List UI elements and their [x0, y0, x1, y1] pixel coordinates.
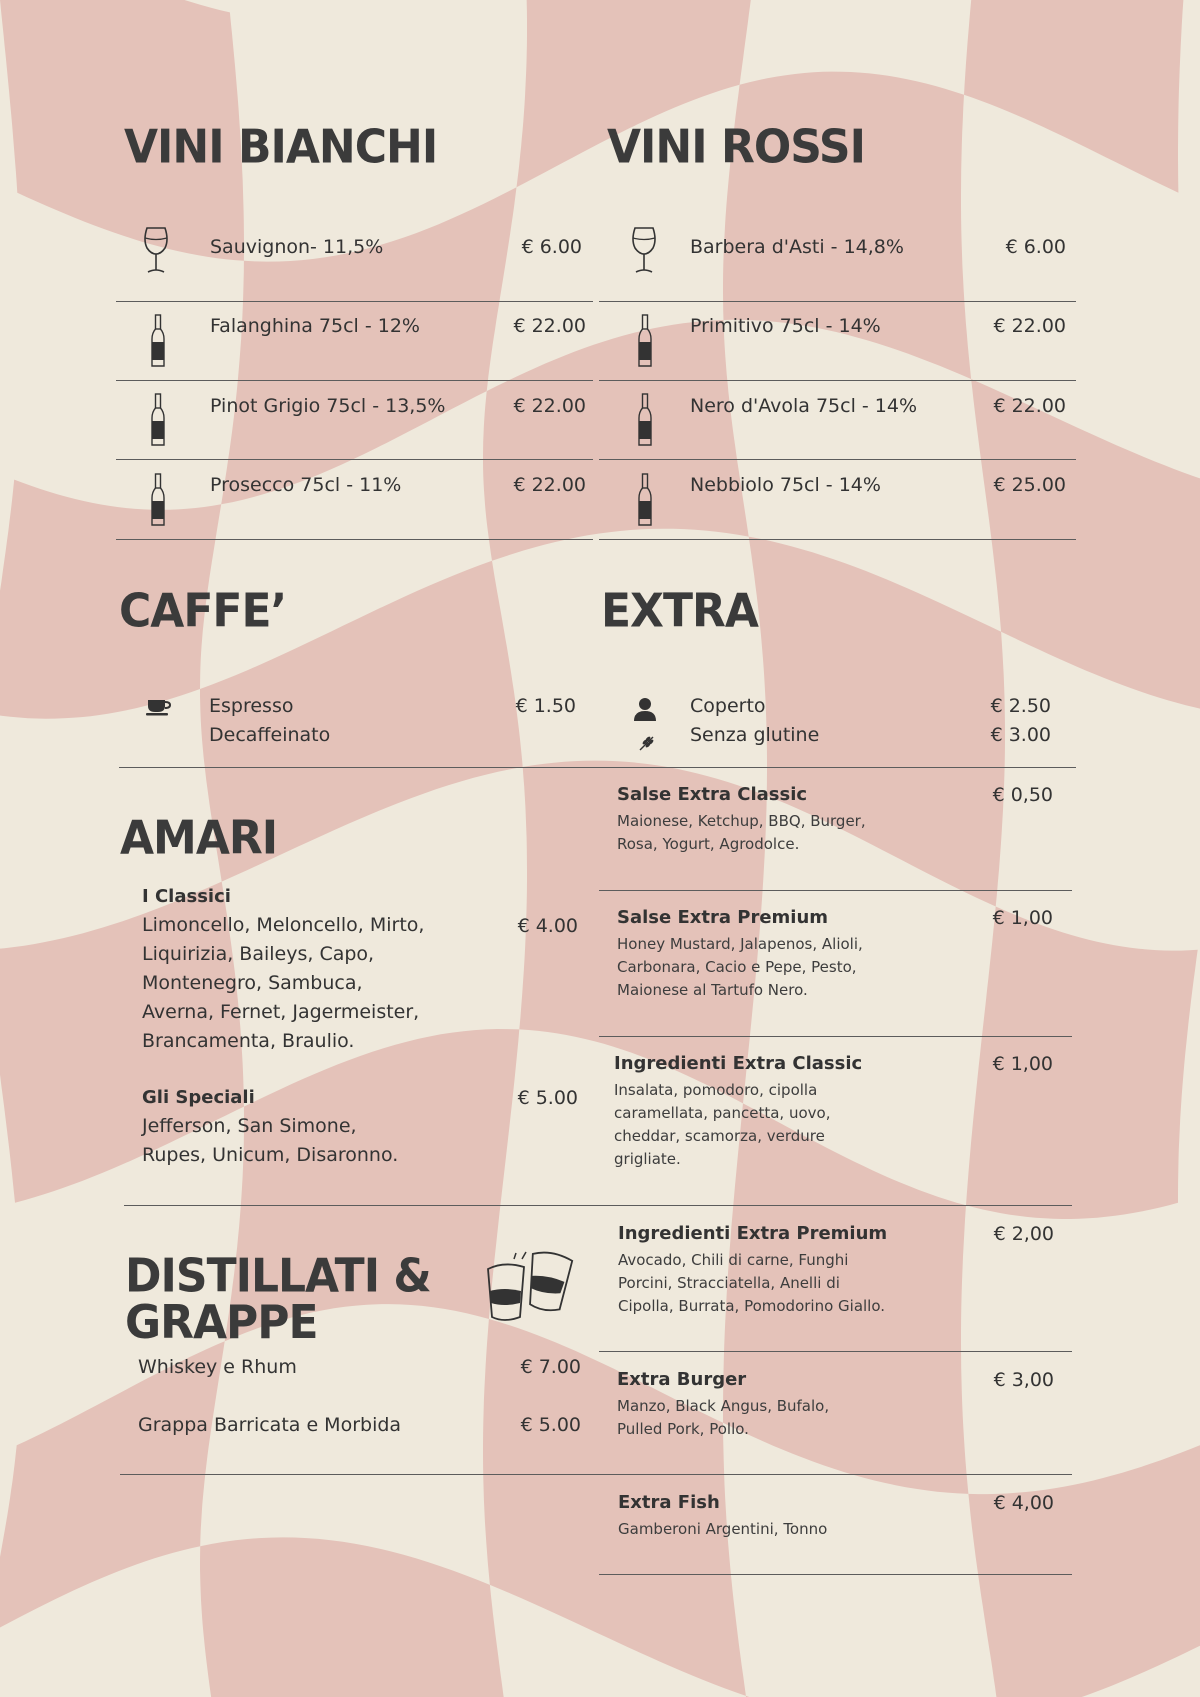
checker-cell	[0, 1341, 225, 1635]
extra-group-name: Extra Fish	[618, 1492, 720, 1513]
menu-item-name: Coperto	[690, 695, 766, 717]
divider	[119, 767, 600, 768]
section-title-vini-rossi: VINI ROSSI	[607, 120, 865, 175]
menu-item-name: Nero d'Avola 75cl - 14%	[690, 395, 918, 417]
menu-item-price: € 7.00	[520, 1356, 581, 1378]
amari-group-price: € 4.00	[517, 915, 578, 937]
menu-item-price: € 6.00	[1005, 236, 1066, 258]
divider	[599, 1351, 1072, 1352]
wine-bottle-icon	[151, 314, 165, 368]
menu-item-name: Grappa Barricata e Morbida	[138, 1414, 402, 1436]
extra-group-name: Salse Extra Classic	[617, 784, 808, 805]
menu-item-price: € 25.00	[993, 474, 1066, 496]
wheat-icon	[638, 734, 656, 752]
section-title-caffe: CAFFE’	[119, 584, 287, 639]
extra-group-name: Ingredienti Extra Classic	[614, 1053, 863, 1074]
wine-bottle-icon	[638, 473, 652, 527]
extra-group-description: Honey Mustard, Jalapenos, Alioli, Carbonara, Cacio e Pepe, Pesto, Maionese al Tartufo Nero.	[617, 935, 863, 999]
divider	[599, 890, 1072, 891]
menu-item-name: Senza glutine	[690, 724, 820, 746]
menu-item-name: Barbera d'Asti - 14,8%	[690, 236, 904, 258]
menu-item-name: Decaffeinato	[209, 724, 331, 746]
divider	[599, 380, 1076, 381]
menu-item-name: Whiskey e Rhum	[138, 1356, 297, 1378]
menu-item-price: € 6.00	[521, 236, 582, 258]
menu-item-price: € 22.00	[513, 315, 586, 337]
wine-glass-icon	[631, 226, 657, 276]
menu-item-price: € 22.00	[513, 395, 586, 417]
menu-item-name: Nebbiolo 75cl - 14%	[690, 474, 881, 496]
wine-bottle-icon	[151, 473, 165, 527]
divider	[599, 1474, 1072, 1475]
section-title-extra: EXTRA	[601, 584, 758, 639]
divider	[116, 539, 593, 540]
amari-group-list: Limoncello, Meloncello, Mirto, Liquirizia, Baileys, Capo, Montenegro, Sambuca, Averna, Fernet, Jagermeister, Brancamenta, Braulio.	[142, 914, 425, 1052]
divider	[120, 1474, 600, 1475]
section-title-distillati: DISTILLATI & GRAPPE	[125, 1249, 431, 1350]
divider	[124, 1205, 600, 1206]
menu-item-price: € 2.50	[990, 695, 1051, 717]
coffee-cup-icon	[146, 698, 172, 716]
menu-item-price: € 1.50	[515, 695, 576, 717]
menu-item-name: Prosecco 75cl - 11%	[210, 474, 402, 496]
menu-item-name: Falanghina 75cl - 12%	[210, 315, 420, 337]
menu-item-price: € 3.00	[990, 724, 1051, 746]
extra-group-description: Gamberoni Argentini, Tonno	[618, 1520, 828, 1538]
menu-item-price: € 22.00	[993, 395, 1066, 417]
checker-cell	[221, 187, 516, 504]
section-title-vini-bianchi: VINI BIANCHI	[124, 120, 438, 175]
checker-cell	[964, 0, 1190, 193]
person-icon	[634, 697, 656, 721]
menu-item-name: Sauvignon- 11,5%	[210, 236, 384, 258]
glasses-toast-icon	[484, 1247, 576, 1325]
divider	[599, 539, 1076, 540]
menu-item-name: Espresso	[209, 695, 294, 717]
divider	[599, 1574, 1072, 1575]
divider	[116, 380, 593, 381]
extra-group-name: Ingredienti Extra Premium	[618, 1223, 888, 1244]
amari-group-price: € 5.00	[517, 1087, 578, 1109]
amari-group-name: I Classici	[142, 886, 231, 907]
menu-item-price: € 22.00	[513, 474, 586, 496]
checker-cell	[483, 320, 749, 561]
menu-item-price: € 22.00	[993, 315, 1066, 337]
divider	[599, 1205, 1072, 1206]
checker-cell	[968, 1445, 1200, 1697]
divider	[599, 767, 1076, 768]
wine-bottle-icon	[638, 314, 652, 368]
amari-group-name: Gli Speciali	[142, 1087, 255, 1108]
menu-item-name: Primitivo 75cl - 14%	[690, 315, 881, 337]
extra-group-name: Salse Extra Premium	[617, 907, 829, 928]
extra-group-price: € 2,00	[993, 1223, 1054, 1245]
menu-item-name: Pinot Grigio 75cl - 13,5%	[210, 395, 446, 417]
checker-cell	[200, 1537, 520, 1697]
extra-group-description: Manzo, Black Angus, Bufalo, Pulled Pork, Pollo.	[617, 1397, 830, 1438]
extra-group-description: Maionese, Ketchup, BBQ, Burger, Rosa, Yogurt, Agrodolce.	[617, 812, 866, 853]
extra-group-description: Avocado, Chili di carne, Funghi Porcini, Stracciatella, Anelli di Cipolla, Burrata, Pomodorino Giallo.	[618, 1251, 886, 1315]
divider	[599, 301, 1076, 302]
amari-group-list: Jefferson, San Simone, Rupes, Unicum, Disaronno.	[142, 1115, 399, 1166]
extra-group-price: € 3,00	[993, 1369, 1054, 1391]
divider	[116, 301, 593, 302]
extra-group-description: Insalata, pomodoro, cipolla caramellata, pancetta, uovo, cheddar, scamorza, verdure grigliate.	[614, 1081, 831, 1168]
divider	[599, 1036, 1072, 1037]
extra-group-price: € 0,50	[992, 784, 1053, 806]
menu-item-price: € 5.00	[520, 1414, 581, 1436]
divider	[116, 459, 593, 460]
wine-bottle-icon	[638, 393, 652, 447]
extra-group-price: € 4,00	[993, 1492, 1054, 1514]
extra-group-name: Extra Burger	[617, 1369, 747, 1390]
divider	[599, 459, 1076, 460]
extra-group-price: € 1,00	[992, 1053, 1053, 1075]
section-title-amari: AMARI	[120, 811, 278, 866]
wine-bottle-icon	[151, 393, 165, 447]
extra-group-price: € 1,00	[992, 907, 1053, 929]
wine-glass-icon	[143, 226, 169, 276]
checker-cell	[971, 379, 1200, 713]
